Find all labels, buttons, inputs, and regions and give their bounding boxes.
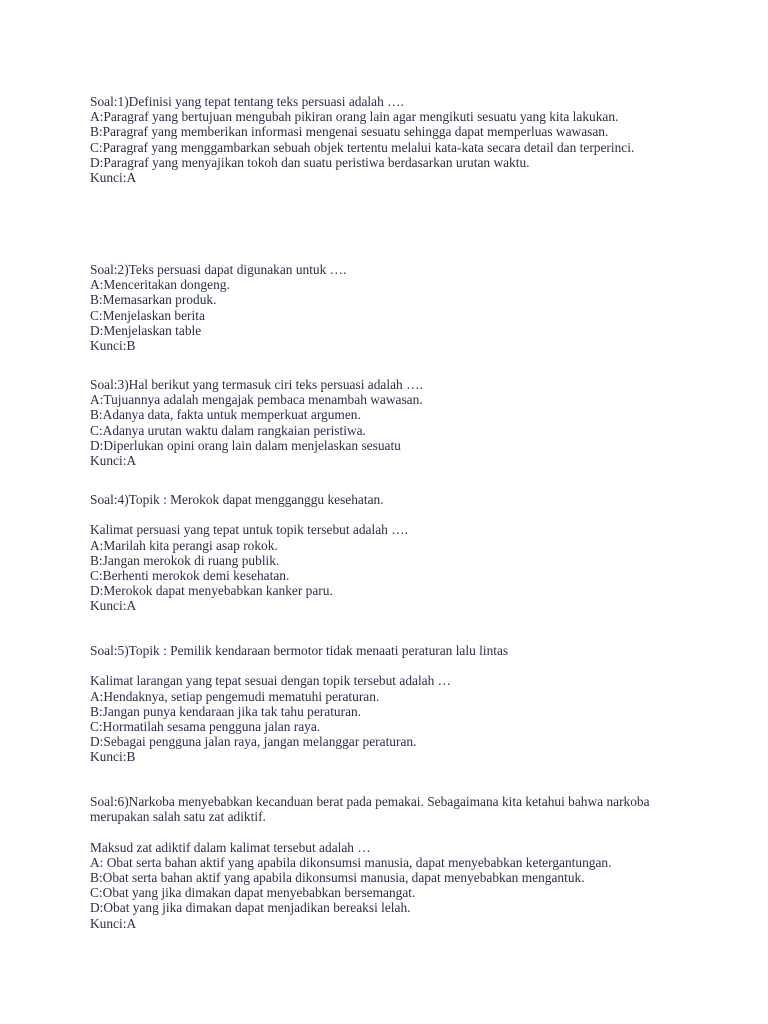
answer-key: Kunci:A [90, 915, 137, 931]
question-block-2 [90, 262, 700, 353]
option-b: B:Paragraf yang memberikan informasi mengenai sesuatu sehingga dapat memperluas wawasan. [90, 124, 609, 140]
answer-key: Kunci:A [90, 598, 137, 614]
option-d: D:Menjelaskan table [90, 322, 202, 338]
option-a: A:Paragraf yang bertujuan mengubah pikiran orang lain agar mengikuti sesuatu yang kita lakukan. [90, 109, 619, 125]
option-c: C:Paragraf yang menggambarkan sebuah objek tertentu melalui kata-kata secara detail dan terperinci. [90, 139, 635, 155]
question-text: Soal:5)Topik : Pemilik kendaraan bermotor tidak menaati peraturan lalu lintas [90, 643, 509, 658]
option-c: C:Menjelaskan berita [90, 307, 205, 323]
option-a: A: Obat serta bahan aktif yang apabila dikonsumsi manusia, dapat menyebabkan ketergantungan. [90, 854, 612, 870]
option-c: C:Hormatilah sesama pengguna jalan raya. [90, 719, 321, 734]
option-d: D:Obat yang jika dimakan dapat menjadikan bereaksi lelah. [90, 900, 411, 916]
option-d: D:Paragraf yang menyajikan tokoh dan suatu peristiwa berdasarkan urutan waktu. [90, 154, 530, 170]
question-text: Soal:1)Definisi yang tepat tentang teks persuasi adalah …. [90, 94, 404, 109]
question-block-4 [90, 492, 700, 614]
option-d: D:Sebagai pengguna jalan raya, jangan melanggar peraturan. [90, 734, 417, 750]
answer-key: Kunci:A [90, 453, 137, 469]
option-a: A:Tujuannya adalah mengajak pembaca menambah wawasan. [90, 392, 423, 408]
option-c: C:Adanya urutan waktu dalam rangkaian peristiwa. [90, 422, 366, 438]
question-text: Soal:4)Topik : Merokok dapat mengganggu kesehatan. [90, 492, 384, 507]
option-b: B:Jangan punya kendaraan jika tak tahu peraturan. [90, 703, 362, 719]
option-d: D:Merokok dapat menyebabkan kanker paru. [90, 583, 333, 599]
blank-line [90, 658, 700, 673]
question-prompt: Kalimat larangan yang tepat sesuai dengan topik tersebut adalah … [90, 673, 452, 689]
blank-line [90, 507, 700, 522]
question-text: Soal:3)Hal berikut yang termasuk ciri teks persuasi adalah …. [90, 377, 423, 392]
answer-key: Kunci:B [90, 338, 136, 354]
option-c: C:Berhenti merokok demi kesehatan. [90, 568, 290, 583]
question-block-1 [90, 94, 700, 185]
question-block-3 [90, 377, 700, 468]
option-b: B:Adanya data, fakta untuk memperkuat argumen. [90, 407, 361, 423]
answer-key: Kunci:A [90, 170, 137, 186]
option-b: B:Memasarkan produk. [90, 292, 217, 308]
question-block-5 [90, 643, 700, 765]
question-prompt: Kalimat persuasi yang tepat untuk topik tersebut adalah …. [90, 522, 408, 538]
blank-line [90, 824, 700, 839]
option-c: C:Obat yang jika dimakan dapat menyebabkan bersemangat. [90, 885, 416, 901]
question-text: Soal:6)Narkoba menyebabkan kecanduan berat pada pemakai. Sebagaimana kita ketahui bahwa narkoba merupakan salah satu zat adiktif. [90, 794, 653, 825]
option-a: A:Marilah kita perangi asap rokok. [90, 537, 278, 553]
question-text: Soal:2)Teks persuasi dapat digunakan untuk …. [90, 262, 347, 277]
option-a: A:Menceritakan dongeng. [90, 277, 230, 293]
option-a: A:Hendaknya, setiap pengemudi mematuhi peraturan. [90, 688, 380, 704]
option-d: D:Diperlukan opini orang lain dalam menjelaskan sesuatu [90, 437, 401, 453]
option-b: B:Jangan merokok di ruang publik. [90, 552, 280, 568]
question-prompt: Maksud zat adiktif dalam kalimat tersebut adalah … [90, 839, 371, 855]
option-b: B:Obat serta bahan aktif yang apabila dikonsumsi manusia, dapat menyebabkan mengantuk. [90, 870, 585, 885]
answer-key: Kunci:B [90, 749, 136, 765]
question-block-6 [90, 794, 700, 931]
